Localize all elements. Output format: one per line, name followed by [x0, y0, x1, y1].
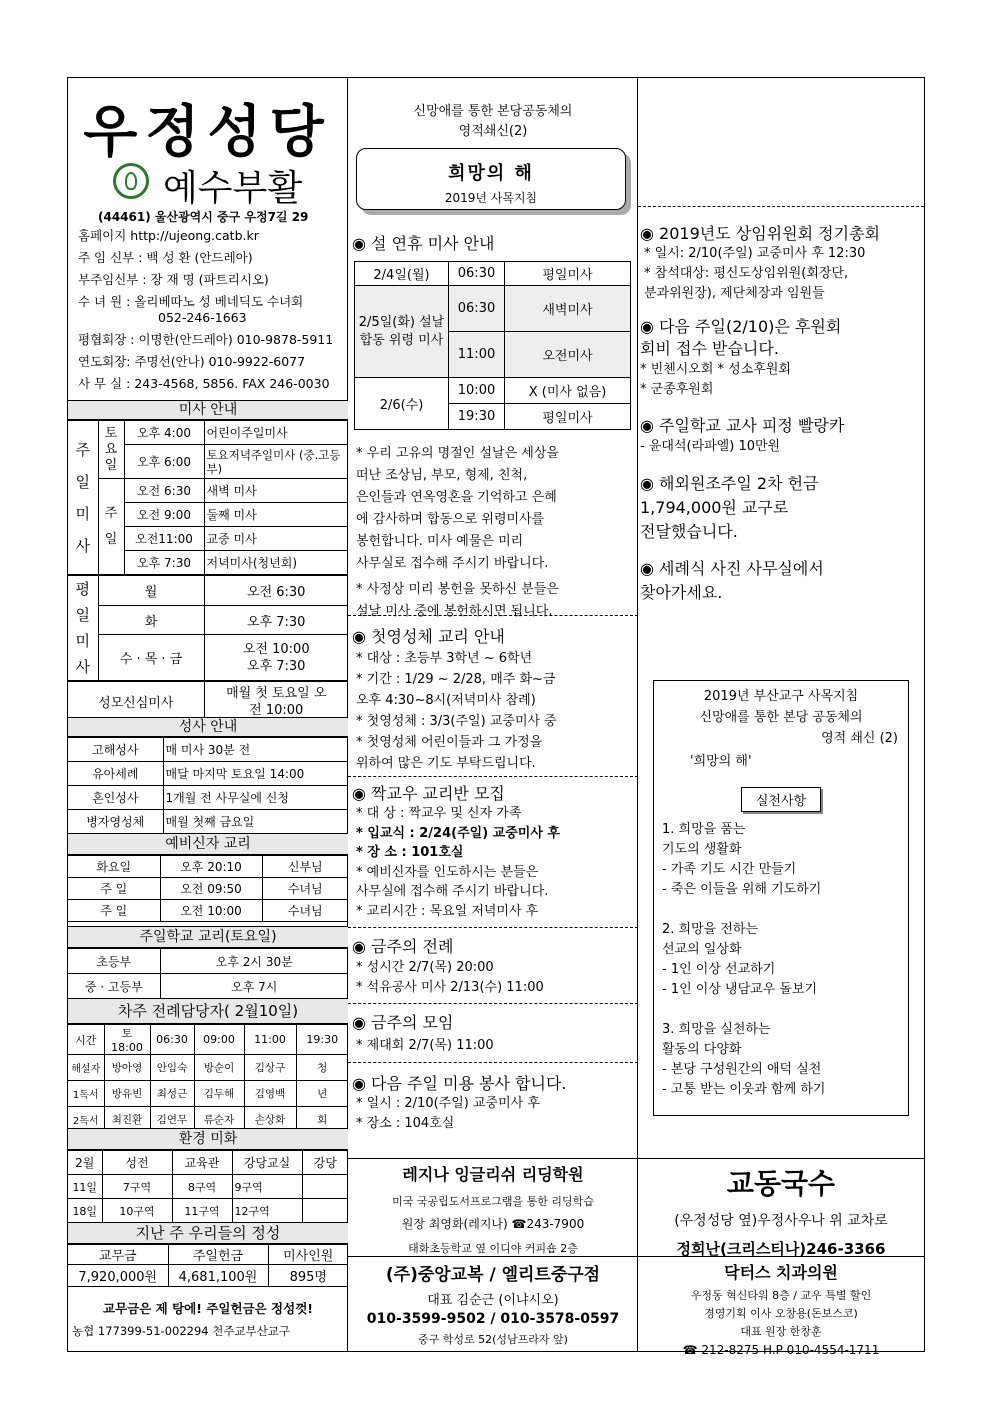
baptism-photo-notice: [640, 557, 824, 605]
practice-line: 활동의 다양화: [662, 1042, 742, 1057]
mass-time: 오후 7:30: [124, 551, 204, 575]
ad-line: ☎ 212-8275 H.P 010-4554-1711: [682, 1343, 880, 1357]
lunar-mass-name: 평일미사: [505, 404, 631, 430]
practice-line: - 1인 이상 선교하기: [662, 962, 776, 977]
ad-title: 레지나 잉글리쉬 리딩학원: [402, 1165, 584, 1184]
catechumen-section: [68, 833, 348, 922]
sponsor-line: * 교리시간 : 목요일 저녁미사 후: [356, 903, 539, 919]
communion-details: [356, 648, 557, 774]
lunar-note-line: * 우리 고유의 명절인 설날은 세상을: [356, 446, 559, 461]
offering-value: 895명: [268, 1265, 348, 1287]
mass-section: [68, 400, 348, 722]
practice-line: 선교의 일상화: [662, 942, 742, 957]
liturgy-header: 06:30: [150, 1025, 194, 1055]
weekly-meeting-title: ◉ 금주의 모임: [352, 1013, 454, 1032]
mass-time: 오전11:00: [124, 527, 204, 551]
offering-section: [68, 1222, 348, 1339]
committee-line: * 참석대상: 평신도상임위원(회장단,: [644, 266, 849, 281]
retreat-line: - 윤대석(라파엘) 10만원: [640, 439, 781, 454]
catechumen-time: 오전 10:00: [160, 900, 262, 922]
support-line: * 빈첸시오회 * 성소후원회: [640, 362, 791, 377]
liturgy-line: * 석유공사 미사 2/13(수) 11:00: [356, 980, 544, 995]
practice-line: - 가족 기도 시간 만들기: [662, 862, 797, 877]
hope-banner-title: 희망의 해: [448, 163, 534, 184]
ad-reading-academy: [348, 1162, 638, 1256]
practice-line: 1. 희망을 품는: [662, 822, 746, 837]
ad-line: 미국 국공립도서프로그램을 통한 리딩학습: [392, 1195, 594, 1208]
cleaning-header: 성전: [102, 1151, 172, 1175]
practice-line: [662, 1000, 908, 1020]
lunar-date: 2/4일(월): [355, 262, 449, 286]
barber-line: * 장소 : 104호실: [356, 1116, 455, 1131]
lunar-date: 2/5일(화) 설날 합동 위령 미사: [355, 286, 449, 378]
committee-meeting-title: ◉ 2019년도 상임위원회 정기총회: [640, 224, 880, 243]
lunar-notes: [356, 443, 559, 623]
ad-title: 교동국수: [726, 1167, 836, 1200]
ad-title: (주)중앙교복 / 엘리트중구점: [385, 1265, 601, 1285]
communion-line: * 첫영성체 어린이들과 그 가정을: [356, 735, 543, 750]
catechumen-title: 예비신자 교리: [68, 833, 348, 855]
lunar-date: 2/6(수): [355, 378, 449, 430]
cleaning-cell: 8구역: [172, 1175, 232, 1199]
cleaning-cell: 9구역: [232, 1175, 302, 1199]
catechumen-day: 주 일: [68, 878, 160, 900]
office-phone: 사 무 실 : 243-4568, 5856. FAX 246-0030: [78, 376, 330, 391]
sacrament-value: 매 미사 30분 전: [163, 738, 348, 762]
sunday-school-title: 주일학교 교리(토요일): [68, 926, 348, 948]
weekly-liturgy-title: ◉ 금주의 전례: [352, 937, 454, 956]
weekday-day: 월: [98, 576, 204, 606]
cleaning-cell: 7구역: [102, 1175, 172, 1199]
slogan: 예수부활: [163, 168, 303, 209]
sacrament-name: 유아세례: [68, 762, 163, 786]
practice-list: [654, 820, 908, 1100]
mass-time: 오후 6:00: [124, 445, 204, 479]
divider: [638, 206, 924, 207]
liturgy-cell: 방아영: [104, 1055, 150, 1081]
liturgy-cell: 방유빈: [104, 1081, 150, 1107]
lunar-note-line: * 사정상 미리 봉헌을 못하신 분들은: [356, 582, 559, 597]
mass-time: 오전 6:30: [124, 479, 204, 503]
liturgy-header: 19:30: [296, 1025, 348, 1055]
cleaning-cell: 10구역: [102, 1199, 172, 1223]
cleaning-cell: 12구역: [232, 1199, 302, 1223]
catechumen-teacher: 수녀님: [262, 878, 348, 900]
parish-title: 우정성당: [83, 99, 332, 165]
catechumen-day: 주 일: [68, 900, 160, 922]
cleaning-date: 11일: [68, 1175, 102, 1199]
school-grade: 중 · 고등부: [68, 974, 160, 999]
lunar-time: 10:00: [449, 378, 505, 404]
guide-line: 영적 쇄신 (2): [821, 731, 898, 746]
sunday-label: 주일: [98, 479, 124, 575]
barber-line: * 일시 : 2/10(주일) 교중미사 후: [356, 1096, 540, 1111]
weekday-time: 오후 7:30: [204, 605, 348, 635]
liturgy-cell: 김연무: [150, 1107, 194, 1133]
liturgy-cell: 방순이: [194, 1055, 244, 1081]
liturgy-role: 2독서: [68, 1107, 104, 1133]
ad-line: 원장 최영화(레지나) ☎243-7900: [401, 1217, 585, 1231]
address: (44461) 울산광역시 중구 우정7길 29: [98, 210, 309, 224]
right-column: [638, 78, 924, 1351]
ad-line: (우정성당 옆)우정사우나 위 교차로: [674, 1213, 888, 1229]
ad-line: 경영기획 이사 오창용(돈보스코): [704, 1307, 858, 1320]
practice-line: - 본당 구성원간의 애덕 실천: [662, 1062, 822, 1077]
mass-name: 토요저녁주일미사 (중.고등부): [204, 445, 348, 479]
cleaning-title: 환경 미화: [68, 1128, 348, 1150]
sacrament-value: 매달 마지막 토요일 14:00: [163, 762, 348, 786]
vice-president: 연도회장: 주명선(안나) 010-9922-6077: [78, 354, 306, 369]
mass-name: 저녁미사(청년회): [204, 551, 348, 575]
guide-hope: '희망의 해': [690, 754, 752, 769]
lunar-time: 19:30: [449, 404, 505, 430]
school-grade: 초등부: [68, 949, 160, 974]
catechumen-teacher: 신부님: [262, 856, 348, 878]
mass-time: 오후 4:00: [124, 421, 204, 445]
lunar-mass-name: 오전미사: [505, 332, 631, 378]
lunar-mass-name: 새벽미사: [505, 286, 631, 332]
ads-top-border: [348, 1158, 924, 1159]
divider: [348, 1003, 638, 1004]
practice-line: 3. 희망을 실천하는: [662, 1022, 771, 1037]
ad-line: 우정동 혁신타워 8층 / 교우 특별 할인: [690, 1289, 872, 1302]
liturgy-cell: 청: [296, 1055, 348, 1081]
liturgy-cell: 김상구: [244, 1055, 296, 1081]
liturgy-header: 09:00: [194, 1025, 244, 1055]
cleaning-cell: 11구역: [172, 1199, 232, 1223]
sponsor-line: * 대 상 : 짝교우 및 신자 가족: [356, 806, 522, 821]
support-line: * 군종후원회: [640, 382, 714, 397]
sacrament-name: 혼인성사: [68, 786, 163, 810]
barber-service-details: [356, 1094, 540, 1134]
sacrament-name: 병자영성체: [68, 810, 163, 834]
sponsor-line: * 입교식 : 2/24(주일) 교중미사 후: [356, 825, 560, 841]
liturgy-cell: 김영백: [244, 1081, 296, 1107]
offering-header: 교무금: [68, 1245, 168, 1265]
divider: [348, 776, 638, 777]
mass-title: 미사 안내: [68, 400, 348, 420]
lunar-note-line: 사무실로 접수해 주시기 바랍니다.: [356, 556, 549, 571]
guide-line: 신망애를 통한 본당 공동체의: [699, 710, 863, 725]
weekday-time: 오전 6:30: [204, 576, 348, 606]
weekday-day: 화: [98, 605, 204, 635]
marian-mass-label: 성모신심미사: [68, 682, 204, 722]
cleaning-header: 교육관: [172, 1151, 232, 1175]
theme-line-2: 영적쇄신(2): [458, 124, 528, 139]
lunar-note-line: 은인들과 연옥영혼을 기억하고 은혜: [356, 490, 557, 505]
communion-line: 위하여 많은 기도 부탁드립니다.: [356, 756, 536, 771]
offering-note: 교무금은 제 탕에! 주일헌금은 정성껏!: [103, 1301, 313, 1316]
sunday-school-section: [68, 926, 348, 999]
sponsor-class-title: ◉ 짝교우 교리반 모집: [352, 784, 505, 803]
liturgy-cell: 김두해: [194, 1081, 244, 1107]
communion-line: 오후 4:30~8시(저녁미사 참례): [356, 693, 536, 708]
lunar-time: 06:30: [449, 262, 505, 286]
catechumen-time: 오전 09:50: [160, 878, 262, 900]
catechumen-teacher: 수녀님: [262, 900, 348, 922]
liturgy-section: [68, 998, 348, 1133]
support-fee-notice: [640, 316, 841, 400]
mass-name: 어린이주일미사: [204, 421, 348, 445]
divider: [348, 1062, 638, 1063]
liturgy-cell: 안임숙: [150, 1055, 194, 1081]
liturgy-line: * 성시간 2/7(목) 20:00: [356, 960, 494, 975]
offering-value: 7,920,000원: [68, 1265, 168, 1287]
convent: 수 녀 원 : 올리베따노 성 베네딕도 수녀회: [78, 294, 304, 309]
sacrament-value: 1개월 전 사무실에 신청: [163, 786, 348, 810]
sponsor-class-details: [356, 804, 560, 921]
liturgy-cell: 회: [296, 1107, 348, 1133]
catechumen-day: 화요일: [68, 856, 160, 878]
communion-title: ◉ 첫영성체 교리 안내: [352, 627, 505, 646]
middle-column: [348, 78, 638, 1351]
liturgy-role: 해설자: [68, 1055, 104, 1081]
lunar-note-line: 설날 미사 중에 봉헌하시면 됩니다.: [356, 604, 553, 619]
lunar-time: 11:00: [449, 332, 505, 378]
practice-line: - 고통 받는 이웃과 함께 하기: [662, 1082, 826, 1097]
ad-line: 대표 원장 한창훈: [740, 1325, 822, 1338]
ad-uniform-shop: [348, 1260, 638, 1347]
bank-account: 농협 177399-51-002294 천주교부산교구: [72, 1324, 291, 1338]
ad-dental-clinic: [638, 1260, 924, 1357]
theme-line-1: 신망애를 통한 본당공동체의: [413, 104, 573, 119]
homepage-link[interactable]: 홈페이지 http://ujeong.catb.kr: [78, 228, 259, 243]
bulletin-page: [67, 77, 925, 1357]
practice-line: - 1인 이상 냉담교우 돌보기: [662, 982, 818, 997]
cleaning-date: 18일: [68, 1199, 102, 1223]
support-line: 회비 접수 받습니다.: [640, 339, 779, 358]
divider: [348, 615, 638, 616]
weekly-meeting-details: [356, 1036, 494, 1055]
barber-service-title: ◉ 다음 주일 미용 봉사 합니다.: [352, 1074, 567, 1093]
meeting-line: * 제대회 2/7(목) 11:00: [356, 1038, 494, 1053]
cleaning-cell: [302, 1199, 348, 1223]
lunar-mass-title: ◉ 설 연휴 미사 안내: [352, 234, 495, 253]
ad-line: 태화초등학교 옆 이디야 커피숍 2층: [408, 1242, 578, 1255]
mass-time: 오전 9:00: [124, 503, 204, 527]
sacraments-title: 성사 안내: [68, 717, 348, 737]
catechumen-time: 오후 20:10: [160, 856, 262, 878]
lunar-note-line: 봉헌합니다. 미사 예물은 미리: [356, 534, 524, 549]
sacrament-value: 매월 첫째 금요일: [163, 810, 348, 834]
practice-line: [662, 900, 908, 920]
cleaning-header: 강당교실: [232, 1151, 302, 1175]
offering-header: 주일헌금: [168, 1245, 268, 1265]
ad-line: 대표 김순근 (이냐시오): [427, 1293, 559, 1308]
committee-line: * 일시: 2/10(주일) 교중미사 후 12:30: [644, 246, 866, 261]
saturday-label: 토요일: [98, 421, 124, 479]
ad-line: 010-3599-9502 / 010-3578-0597: [366, 1311, 620, 1327]
weekly-liturgy-details: [356, 958, 544, 998]
offering-value: 4,681,100원: [168, 1265, 268, 1287]
support-line: ◉ 다음 주일(2/10)은 후원회: [640, 317, 842, 336]
overseas-aid-notice: [640, 472, 819, 544]
sponsor-line: * 예비신자를 인도하시는 분들은: [356, 864, 539, 880]
liturgy-cell: 손상화: [244, 1107, 296, 1133]
assistant-pastor: 부주임신부 : 장 재 명 (파트리시오): [78, 272, 269, 287]
communion-line: * 대상 : 초등부 3학년 ~ 6학년: [356, 651, 533, 666]
lunar-mass-table: [354, 261, 630, 430]
liturgy-header: 시간: [68, 1025, 104, 1055]
cleaning-cell: [302, 1175, 348, 1199]
cleaning-header: 2월: [68, 1151, 102, 1175]
communion-line: * 기간 : 1/29 ~ 2/28, 매주 화~금: [356, 672, 556, 687]
retreat-line: ◉ 주일학교 교사 피정 빨랑카: [640, 416, 845, 435]
lunar-note-line: 에 감사하며 합동으로 위령미사를: [356, 512, 545, 527]
weekday-day: 수 · 목 · 금: [98, 635, 204, 681]
liturgy-header: 토18:00: [104, 1025, 150, 1055]
mass-name: 교중 미사: [204, 527, 348, 551]
sunday-mass-label: 주일미사: [68, 421, 98, 575]
aid-line: ◉ 해외원조주일 2차 헌금: [640, 474, 819, 493]
mass-name: 새벽 미사: [204, 479, 348, 503]
practice-line: 기도의 생활화: [662, 842, 742, 857]
cleaning-section: [68, 1128, 348, 1223]
hope-banner-subtitle: 2019년 사목지침: [444, 191, 538, 205]
liturgy-cell: 최성근: [150, 1081, 194, 1107]
photo-line: ◉ 세례식 사진 사무실에서: [640, 559, 824, 578]
ad-line: 정희난(크리스티나)246-3366: [676, 1240, 886, 1258]
hope-banner: [356, 148, 626, 210]
practice-heading: 실천사항: [741, 787, 821, 812]
ad-line: 중구 학성로 52(성남프라자 앞): [418, 1333, 568, 1346]
weekday-mass-label: 평일미사: [68, 576, 98, 681]
pastor: 주 임 신부 : 백 성 환 (안드레아): [78, 250, 253, 265]
ad-title: 닥터스 치과의원: [724, 1263, 838, 1282]
lunar-time: 06:30: [449, 286, 505, 332]
offering-header: 미사인원: [268, 1245, 348, 1265]
divider: [348, 927, 638, 928]
practice-line: 2. 희망을 전하는: [662, 922, 759, 937]
pastoral-guideline-box: [653, 680, 909, 1116]
liturgy-role: 1독서: [68, 1081, 104, 1107]
liturgy-cell: 년: [296, 1081, 348, 1107]
left-column: [68, 78, 348, 1351]
school-time: 오후 7시: [160, 974, 348, 999]
ad-noodle-shop: [638, 1162, 924, 1259]
practice-line: - 죽은 이들을 위해 기도하기: [662, 882, 822, 897]
lunar-mass-name: 평일미사: [505, 262, 631, 286]
committee-meeting-details: [644, 244, 865, 304]
weekday-time: 오전 10:00 오후 7:30: [204, 635, 348, 681]
marian-mass-time: 매월 첫 토요일 오전 10:00: [204, 682, 348, 722]
lunar-note-line: 떠난 조상님, 부모, 형제, 친척,: [356, 468, 528, 483]
sponsor-line: 사무실에 접수해 주시기 바랍니다.: [356, 884, 549, 899]
sacraments-section: [68, 717, 348, 834]
council-president: 평협회장 : 이명한(안드레아) 010-9878-5911: [78, 332, 334, 347]
guide-title: 2019년 부산교구 사목지침: [703, 689, 859, 704]
cleaning-header: 강당: [302, 1151, 348, 1175]
sponsor-line: * 장 소 : 101호실: [356, 845, 464, 860]
mass-name: 둘째 미사: [204, 503, 348, 527]
aid-line: 전달했습니다.: [640, 522, 738, 541]
liturgy-header: 11:00: [244, 1025, 296, 1055]
photo-line: 찾아가세요.: [640, 583, 723, 602]
school-time: 오후 2시 30분: [160, 949, 348, 974]
liturgy-cell: 최진환: [104, 1107, 150, 1133]
sacrament-name: 고해성사: [68, 738, 163, 762]
retreat-donation-notice: [640, 415, 844, 457]
committee-line: 분과위원장), 제단체장과 임원들: [644, 286, 825, 301]
offering-title: 지난 주 우리들의 정성: [68, 1222, 348, 1244]
liturgy-cell: 류순자: [194, 1107, 244, 1133]
convent-phone: 052-246-1663: [158, 310, 247, 325]
lunar-mass-name: X (미사 없음): [505, 378, 631, 404]
liturgy-title: 차주 전례담당자( 2월10일): [68, 998, 348, 1024]
communion-line: * 첫영성체 : 3/3(주일) 교중미사 중: [356, 714, 557, 729]
aid-line: 1,794,000원 교구로: [640, 498, 789, 517]
parish-logo-icon: [113, 163, 149, 199]
